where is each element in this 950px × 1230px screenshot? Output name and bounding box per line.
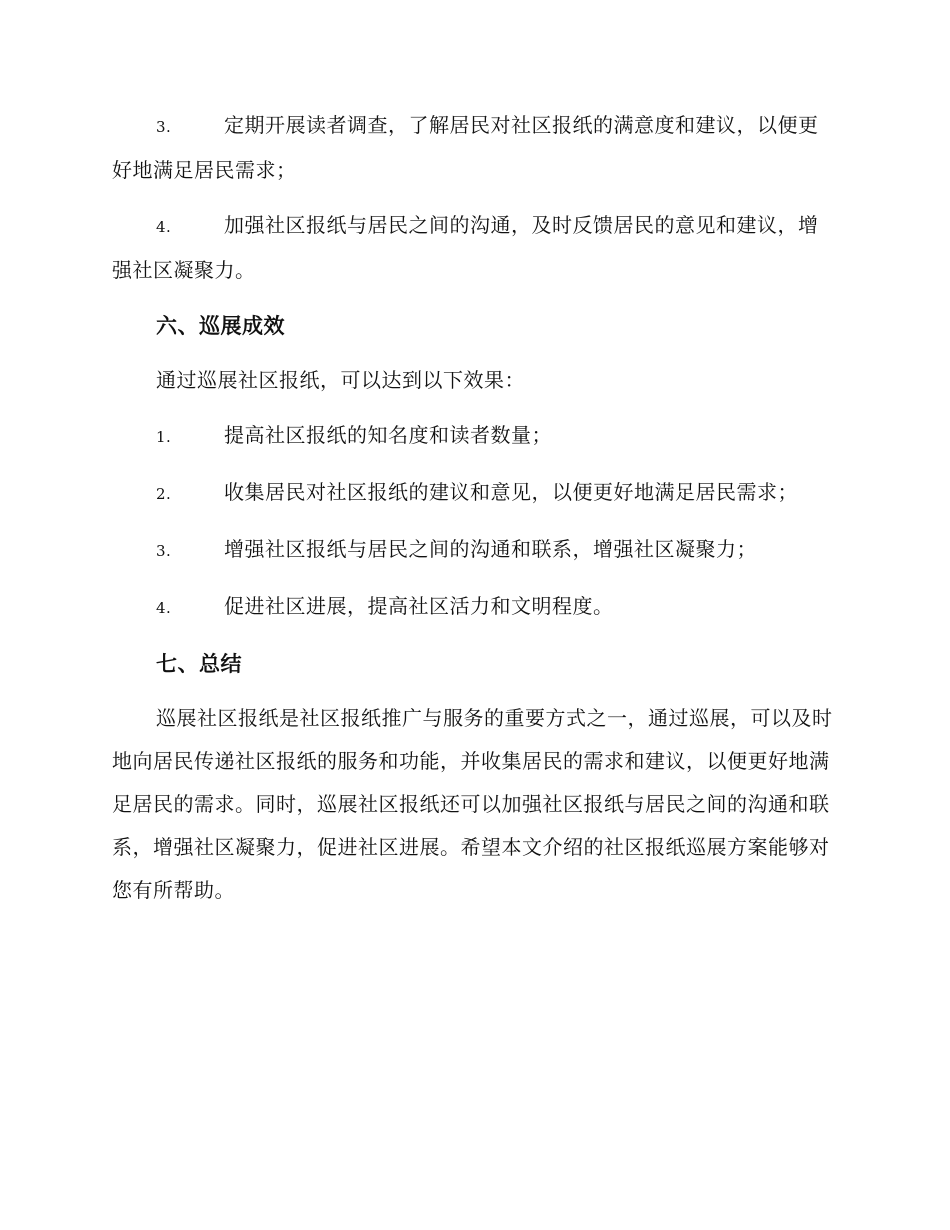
- section-heading-summary: 七、总结: [156, 651, 242, 676]
- list-text: 增强社区报纸与居民之间的沟通和联系，增强社区凝聚力；: [224, 537, 757, 561]
- list-text: 提高社区报纸的知名度和读者数量；: [224, 423, 552, 447]
- list-item: [112, 414, 834, 459]
- list-number: 2.: [156, 485, 172, 503]
- summary-paragraph: 巡展社区报纸是社区报纸推广与服务的重要方式之一，通过巡展，可以及时地向居民传递社区报纸的服务和功能，并收集居民的需求和建议，以便更好地满足居民的需求。同时，巡展社区报纸还可以加强社区报纸与居民之间的沟通和联系，增强社区凝聚力，促进社区进展。希望本文介绍的社区报纸巡展方案能够对您有所帮助。: [112, 706, 833, 902]
- list-text: 定期开展读者调查，了解居民对社区报纸的满意度和建议，以便更好地满足居民需求；: [112, 113, 819, 182]
- list-number: 1.: [156, 428, 172, 446]
- list-item: [112, 204, 834, 292]
- section-heading-results: 六、巡展成效: [156, 313, 285, 338]
- list-number: 3.: [156, 542, 172, 560]
- list-item: [112, 471, 834, 516]
- list-item: [112, 585, 834, 630]
- list-text: 促进社区进展，提高社区活力和文明程度。: [224, 594, 614, 618]
- list-number: 4.: [156, 599, 172, 617]
- list-text: 收集居民对社区报纸的建议和意见，以便更好地满足居民需求；: [224, 480, 798, 504]
- section-intro: 通过巡展社区报纸，可以达到以下效果：: [156, 368, 525, 392]
- document-page: [112, 104, 834, 924]
- list-number: 4.: [156, 218, 172, 236]
- list-item: [112, 104, 834, 192]
- list-item: [112, 528, 834, 573]
- list-number: 3.: [156, 118, 172, 136]
- list-text: 加强社区报纸与居民之间的沟通，及时反馈居民的意见和建议，增强社区凝聚力。: [112, 213, 819, 282]
